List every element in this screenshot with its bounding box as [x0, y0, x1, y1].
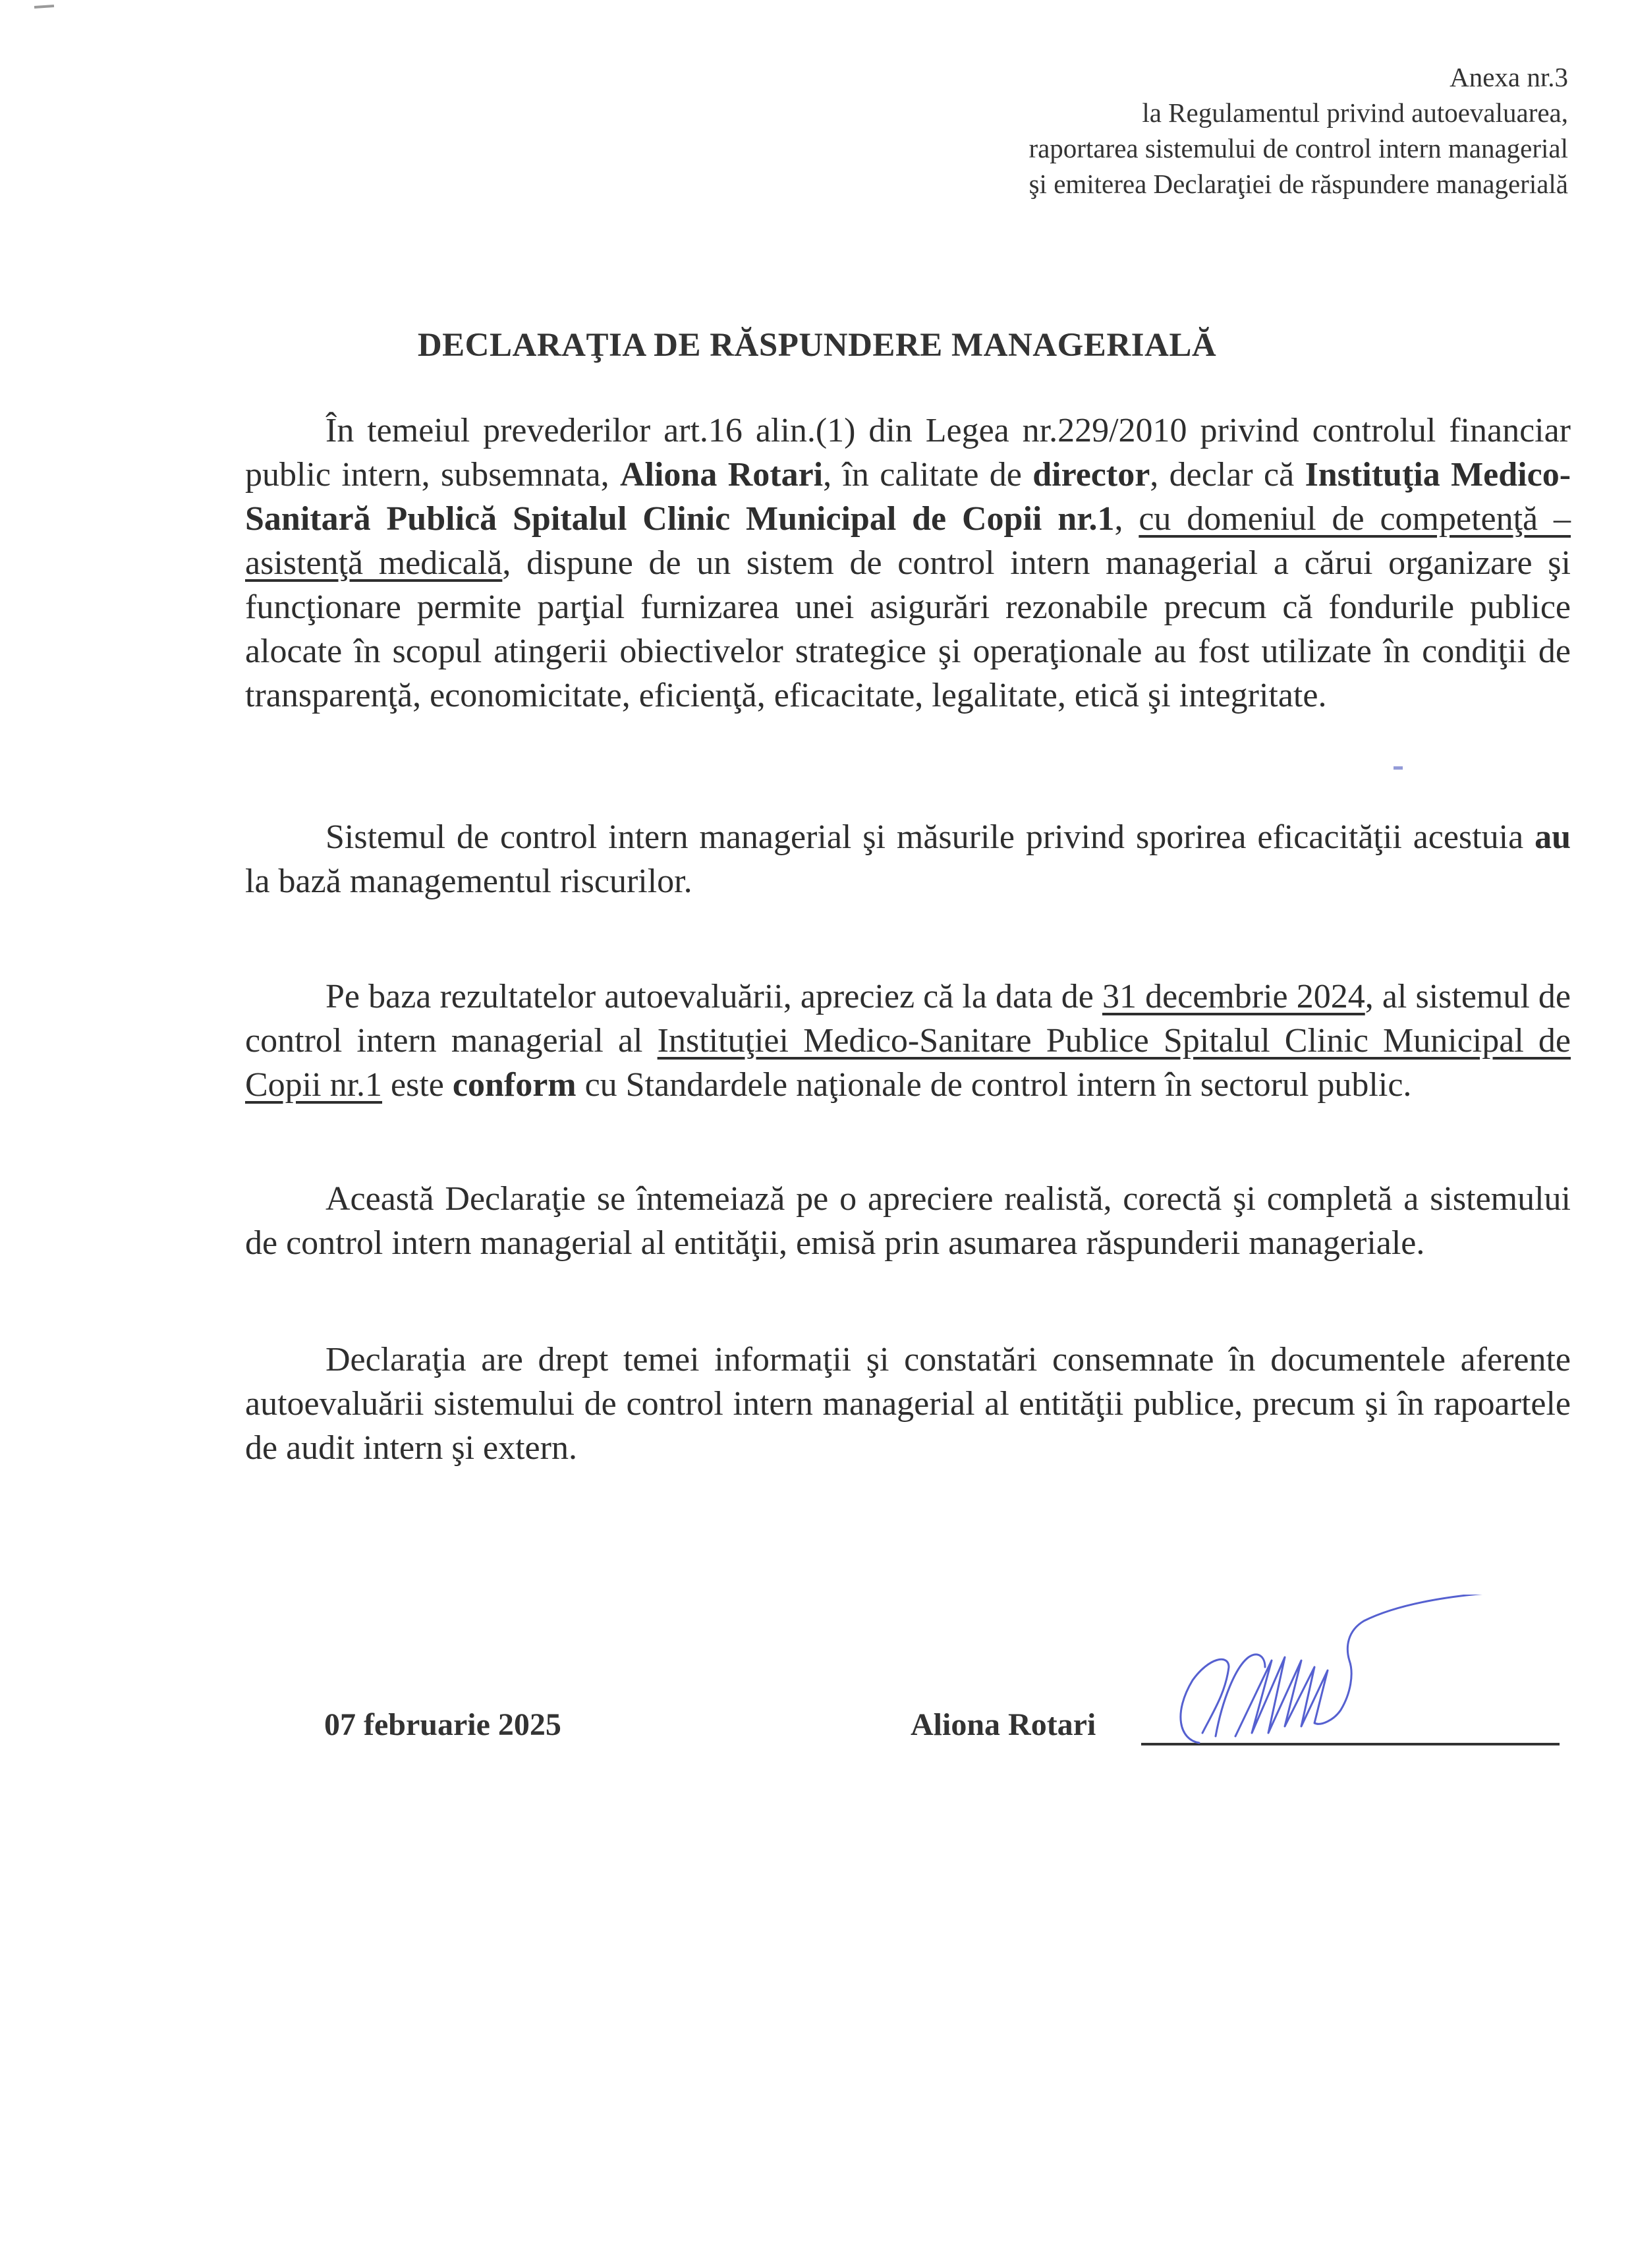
text: , dispune de un sistem de control intern managerial a cărui organizare şi funcţionare permite parţial furnizarea unei asigurări rezonabile precum că fondurile publice alocate în scopul atingerii obiectivelor strategice şi operaţionale au fost utilizate în condiţii de transparenţă, economicitate, eficienţă, eficacitate, legalitate, etică şi integritate. [245, 544, 1571, 714]
annex-line: la Regulamentul privind autoevaluarea, [1142, 98, 1568, 128]
signature-date: 07 februarie 2025 [324, 1707, 561, 1742]
emphasis: au [1535, 818, 1571, 856]
institution-name: Instituţia Medico-Sanitară Publică Spitalul Clinic Municipal de Copii nr.1 [245, 456, 1571, 538]
text: În temeiul prevederilor art.16 alin.(1) din Legea nr.229/2010 privind controlul financiar public intern, subsemnata, [245, 412, 1571, 494]
text: , în calitate de [823, 456, 1033, 494]
annex-line: Anexa nr.3 [1450, 62, 1568, 92]
paragraph-2 [245, 815, 1571, 903]
conformity-status: conform [452, 1066, 577, 1104]
declarant-role: director [1032, 456, 1150, 494]
text: , al sistemul de control intern managerial al [245, 978, 1571, 1060]
text: cu Standardele naţionale de control intern în sectorul public. [576, 1066, 1412, 1104]
text: Această Declaraţie se întemeiază pe o apreciere realistă, corectă şi completă a sistemului de control intern managerial al entităţii, emisă prin asumarea răspunderii manageriale. [245, 1180, 1571, 1262]
paragraph-1 [245, 409, 1571, 718]
handwritten-signature-icon [1173, 1595, 1542, 1753]
institution-name-genitive: Instituţiei Medico-Sanitare Publice Spitalul Clinic Municipal de Copii nr.1 [245, 1022, 1571, 1104]
paragraph-5 [245, 1338, 1571, 1470]
signer-name: Aliona Rotari [911, 1707, 1096, 1742]
annex-line: raportarea sistemului de control intern managerial [1028, 133, 1568, 163]
paragraph-4 [245, 1177, 1571, 1265]
assessment-date: 31 decembrie 2024 [1102, 978, 1365, 1015]
declarant-name: Aliona Rotari [619, 456, 824, 494]
annex-header [1028, 59, 1568, 202]
competence-domain: cu domeniul de competenţă – asistenţă medicală [245, 500, 1571, 582]
scan-artifact [34, 5, 54, 9]
document-title: DECLARAŢIA DE RĂSPUNDERE MANAGERIALĂ [417, 327, 1217, 364]
text: Pe baza rezultatelor autoevaluării, apreciez că la data de [325, 978, 1102, 1015]
scan-speck [1394, 766, 1403, 770]
annex-line: şi emiterea Declaraţiei de răspundere managerială [1028, 169, 1568, 199]
text: Sistemul de control intern managerial şi măsurile privind sporirea eficacităţii acestuia [325, 818, 1535, 856]
paragraph-3 [245, 975, 1571, 1107]
text: Declaraţia are drept temei informaţii şi constatări consemnate în documentele aferente autoevaluării sistemului de control intern managerial al entităţii publice, precum şi în rapoartele de audit intern şi extern. [245, 1341, 1571, 1467]
text: , declar că [1150, 456, 1305, 494]
text: este [382, 1066, 453, 1104]
text: , [1114, 500, 1139, 538]
text: la bază managementul riscurilor. [245, 863, 692, 900]
